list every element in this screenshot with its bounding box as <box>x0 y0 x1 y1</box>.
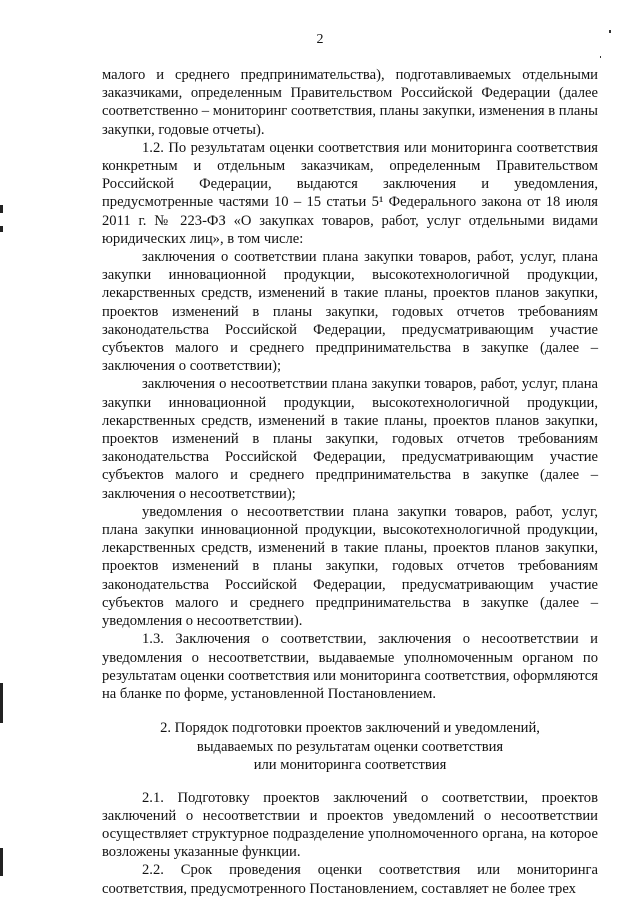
paragraph-1-3: 1.3. Заключения о соответствии, заключения о несоответствии и уведомления о несоответствии, выдаваемые уполномоченным органом по результатам оценки соответствия или мониторинга соответствия, оформляются на бланке по форме, установленной Постановлением. <box>102 631 598 702</box>
page-number: 2 <box>316 32 324 47</box>
section-heading-line: 2. Порядок подготовки проектов заключений и уведомлений, <box>160 720 540 737</box>
document-body <box>102 66 598 898</box>
scan-mark <box>0 226 3 232</box>
paragraph-1-2: 1.2. По результатам оценки соответствия или мониторинга соответствия конкретным и отдельным заказчикам, определенным Правительством Российской Федерации, выдаются заключения и уведомления, предусмотренные частями 10 – 15 статьи 5¹ Федерального закона от 18 июля 2011 г. № 223-ФЗ «О закупках товаров, работ, услуг отдельными видами юридических лиц», в том числе: <box>102 139 598 247</box>
paragraph-conclusions-compliance: заключения о соответствии плана закупки товаров, работ, услуг, плана закупки инновационной продукции, высокотехнологичной продукции, лекарственных средств, изменений в такие планы, проектов планов закупки, проектов изменений в планы закупки, годовых отчетов требованиям законодательства Российской Федерации, предусматривающим участие субъектов малого и среднего предпринимательства в закупке (далее – заключения о соответствии); <box>102 249 598 375</box>
paragraph-continuation: малого и среднего предпринимательства), подготавливаемых отдельными заказчиками, определенным Правительством Российской Федерации (далее соответственно – мониторинг соответствия, планы закупки, изменения в планы закупки, годовые отчеты). <box>102 67 598 138</box>
paragraph-conclusions-noncompliance: заключения о несоответствии плана закупки товаров, работ, услуг, плана закупки инновационной продукции, высокотехнологичной продукции, лекарственных средств, изменений в такие планы, проектов планов закупки, проектов изменений в планы закупки, годовых отчетов требованиям законодательства Российской Федерации, предусматривающим участие субъектов малого и среднего предпринимательства в закупке (далее – заключения о несоответствии); <box>102 376 598 502</box>
paragraph-2-1: 2.1. Подготовку проектов заключений о соответствии, проектов заключений о несоответствии и проектов уведомлений о несоответствии осуществляет структурное подразделение уполномоченного органа, на которое возложены указанные функции. <box>102 789 598 861</box>
scan-mark <box>0 205 3 213</box>
scan-speck <box>600 56 601 58</box>
section-heading-line: выдаваемых по результатам оценки соответствия <box>196 738 504 755</box>
paragraph-2-2: 2.2. Срок проведения оценки соответствия или мониторинга соответствия, предусмотренного Постановлением, составляет не более трех <box>102 862 598 897</box>
section-heading-line: или мониторинга соответствия <box>253 757 447 774</box>
paragraph-notifications-noncompliance: уведомления о несоответствии плана закупки товаров, работ, услуг, плана закупки инновационной продукции, высокотехнологичной продукции, лекарственных средств, изменений в такие планы, проектов планов закупки, проектов изменений в планы закупки, годовых отчетов требованиям законодательства Российской Федерации, предусматривающим участие субъектов малого и среднего предпринимательства в закупке (далее – уведомления о несоответствии). <box>102 503 598 630</box>
scan-mark <box>0 848 3 876</box>
scan-mark <box>0 683 3 723</box>
scan-speck <box>609 30 611 33</box>
section-heading <box>102 719 598 775</box>
